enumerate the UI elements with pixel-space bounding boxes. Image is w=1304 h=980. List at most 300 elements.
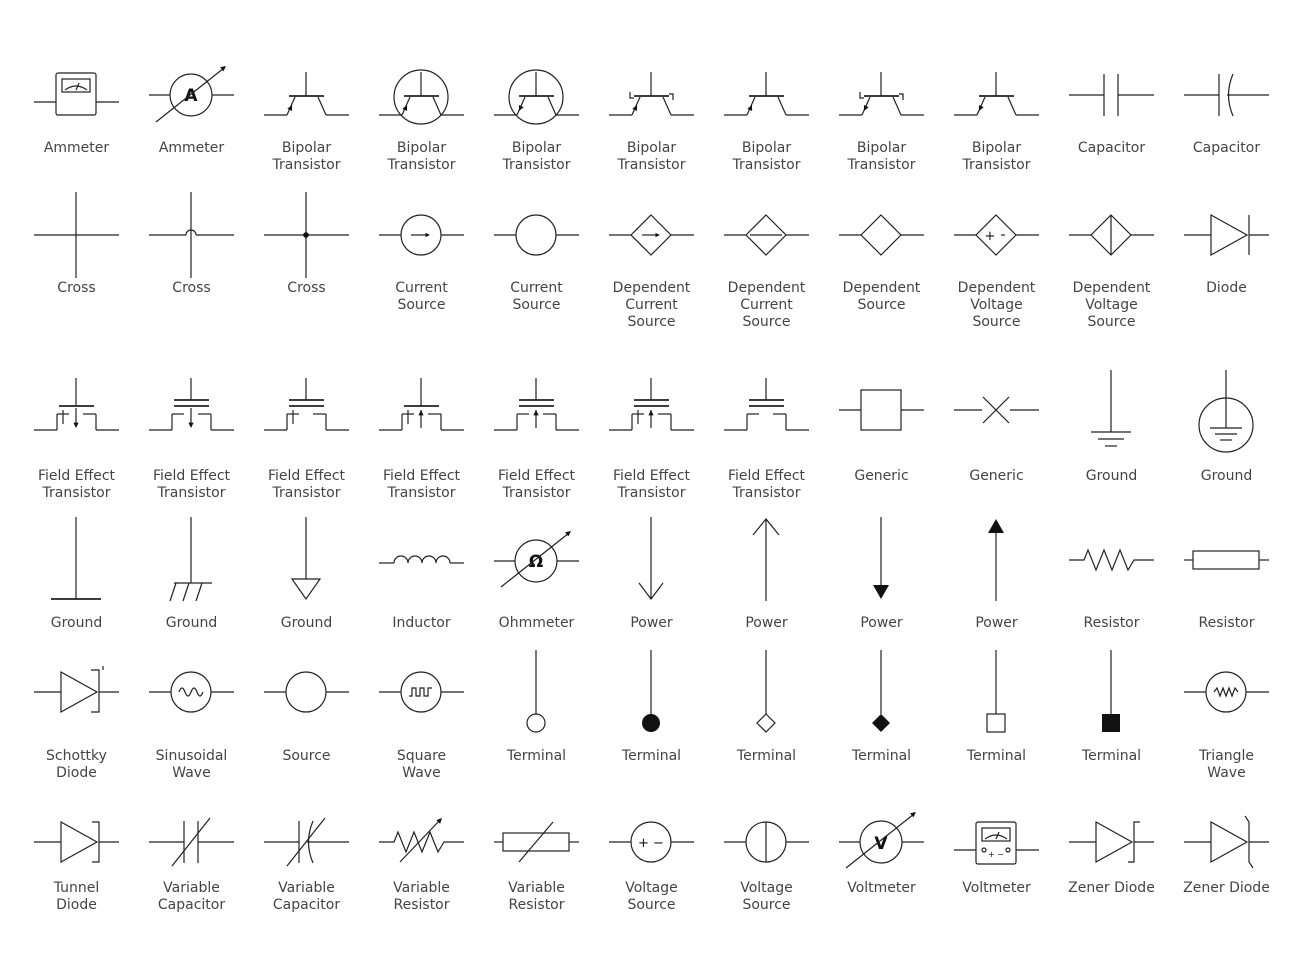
- symbol-label-line: Field Effect: [37, 468, 116, 484]
- symbol-label-line: Current: [510, 280, 563, 296]
- symbol-label-line: Bipolar: [741, 140, 792, 156]
- symbol-label-line: Variable: [278, 880, 335, 896]
- symbol-label-line: Cross: [172, 280, 211, 296]
- symbol-label-line: Source: [627, 897, 676, 913]
- dependent-current-source-icon: [709, 200, 824, 270]
- symbol-label-line: Square: [396, 748, 447, 764]
- inductor-icon: [364, 517, 479, 587]
- square-wave-icon: [364, 650, 479, 720]
- symbol-label-line: Field Effect: [497, 468, 576, 484]
- symbol-label: [249, 468, 364, 502]
- symbol-label-line: Current: [740, 297, 793, 313]
- symbol-label: [594, 468, 709, 502]
- cross-jump-icon: [134, 200, 249, 270]
- voltmeter-circle-icon: [824, 800, 939, 870]
- symbol-label: [364, 615, 479, 632]
- svg-text:+ −: + −: [988, 850, 1004, 859]
- symbol-label-line: Source: [972, 314, 1021, 330]
- terminal-diamond-filled-icon: [824, 650, 939, 720]
- symbol-label: [939, 748, 1054, 765]
- symbol-label: [249, 748, 364, 765]
- symbol-label: [709, 280, 824, 331]
- symbol-label-line: Variable: [393, 880, 450, 896]
- symbol-label: [594, 748, 709, 765]
- symbol-label: [824, 468, 939, 485]
- symbol-label: [594, 140, 709, 174]
- symbol-label-line: Capacitor: [272, 897, 341, 913]
- symbol-label: [249, 280, 364, 297]
- symbol-card: [1169, 517, 1284, 632]
- symbol-label: [1169, 280, 1284, 297]
- symbol-card: [249, 800, 364, 914]
- generic-x-icon: [939, 370, 1054, 440]
- symbol-label-line: Ohmmeter: [498, 615, 575, 631]
- terminal-square-open-icon: [939, 650, 1054, 720]
- symbol-card: [594, 650, 709, 765]
- symbol-card: [709, 200, 824, 331]
- symbol-label-line: Transistor: [387, 157, 456, 173]
- symbol-card: [479, 650, 594, 765]
- symbol-label-line: Transistor: [962, 157, 1031, 173]
- symbol-card: [939, 517, 1054, 632]
- symbol-label: [479, 468, 594, 502]
- symbol-label-line: Transistor: [272, 157, 341, 173]
- voltage-source-plus-minus-icon: [594, 800, 709, 870]
- capacitor-polarized-icon: [1169, 60, 1284, 130]
- svg-text:V: V: [874, 834, 888, 854]
- symbol-label-line: Ground: [1200, 468, 1253, 484]
- terminal-square-filled-icon: [1054, 650, 1169, 720]
- symbol-label-line: Resistor: [508, 897, 565, 913]
- symbol-label-line: Cross: [287, 280, 326, 296]
- symbol-label-line: Wave: [402, 765, 441, 781]
- ammeter-circle-icon: [134, 60, 249, 130]
- dependent-current-source-arrow-icon: [594, 200, 709, 270]
- symbol-card: [939, 200, 1054, 331]
- fet-p-channel-alt-icon: [479, 370, 594, 440]
- tunnel-diode-icon: [19, 800, 134, 870]
- symbol-card: [19, 60, 134, 157]
- bipolar-transistor-schottky-pnp-icon: [824, 60, 939, 130]
- symbol-label-line: Power: [630, 615, 673, 631]
- symbol-label-line: Bipolar: [511, 140, 562, 156]
- triangle-wave-icon: [1169, 650, 1284, 720]
- symbol-label: [479, 615, 594, 632]
- symbol-card: [134, 370, 249, 502]
- symbol-card: [1054, 800, 1169, 897]
- ammeter-meter-icon: [19, 60, 134, 130]
- symbol-label-line: Source: [742, 314, 791, 330]
- symbol-card: [939, 650, 1054, 765]
- bipolar-transistor-schottky-icon: [594, 60, 709, 130]
- symbol-label: [824, 748, 939, 765]
- schottky-diode-icon: [19, 650, 134, 720]
- symbol-label-line: Dependent: [842, 280, 921, 296]
- symbol-card: [364, 517, 479, 632]
- symbol-label: [1054, 140, 1169, 157]
- symbol-label: [709, 140, 824, 174]
- voltmeter-meter-icon: [939, 800, 1054, 870]
- symbol-card: [824, 370, 939, 485]
- symbol-label-line: Wave: [1207, 765, 1246, 781]
- symbol-label-line: Voltmeter: [847, 880, 916, 896]
- symbol-card: [939, 370, 1054, 485]
- terminal-diamond-open-icon: [709, 650, 824, 720]
- symbol-label-line: Dependent: [727, 280, 806, 296]
- symbol-label-line: Ground: [1085, 468, 1138, 484]
- symbol-label: [249, 615, 364, 632]
- symbol-label: [1169, 748, 1284, 782]
- symbol-label-line: Dependent: [612, 280, 691, 296]
- symbol-label: [19, 880, 134, 914]
- current-source-arrow-icon: [364, 200, 479, 270]
- symbol-label-line: Bipolar: [626, 140, 677, 156]
- symbol-label-line: Zener Diode: [1183, 880, 1270, 896]
- ground-icon: [1054, 370, 1169, 440]
- symbol-card: [19, 200, 134, 297]
- symbol-label-line: Generic: [854, 468, 909, 484]
- symbol-card: [824, 200, 939, 314]
- symbol-label: [479, 880, 594, 914]
- symbol-card: [824, 800, 939, 897]
- symbol-label-line: Field Effect: [727, 468, 806, 484]
- symbol-label-line: Resistor: [1083, 615, 1140, 631]
- symbol-card: [364, 200, 479, 314]
- symbol-label-line: Tunnel: [53, 880, 100, 896]
- symbol-label: [19, 280, 134, 297]
- symbol-label-line: Ammeter: [43, 140, 110, 156]
- symbol-label-line: Transistor: [732, 485, 801, 501]
- symbol-label-line: Transistor: [732, 157, 801, 173]
- fet-p-channel-icon: [364, 370, 479, 440]
- symbol-label: [1169, 615, 1284, 632]
- symbol-card: [19, 517, 134, 632]
- symbol-label-line: Transistor: [502, 485, 571, 501]
- symbol-label-line: Field Effect: [152, 468, 231, 484]
- symbol-card: [824, 517, 939, 632]
- symbol-label: [134, 748, 249, 782]
- symbol-label-line: Source: [627, 314, 676, 330]
- symbol-label: [364, 468, 479, 502]
- symbol-label: [939, 280, 1054, 331]
- terminal-circle-open-icon: [479, 650, 594, 720]
- symbol-card: [479, 800, 594, 914]
- symbol-label-line: Capacitor: [157, 897, 226, 913]
- symbol-label: [364, 880, 479, 914]
- symbol-label-line: Wave: [172, 765, 211, 781]
- symbol-label: [824, 280, 939, 314]
- symbol-card: [1169, 650, 1284, 782]
- symbol-label: [1054, 748, 1169, 765]
- fet-depletion-icon: [249, 370, 364, 440]
- symbol-label-line: Terminal: [851, 748, 912, 764]
- zener-diode-icon: [1054, 800, 1169, 870]
- symbol-label: [709, 615, 824, 632]
- svg-text:+: +: [984, 229, 996, 244]
- symbol-label: [939, 140, 1054, 174]
- symbol-label-line: Schottky: [46, 748, 107, 764]
- ground-chassis-icon: [134, 517, 249, 587]
- symbol-label-line: Cross: [57, 280, 96, 296]
- symbol-label: [824, 140, 939, 174]
- symbol-label: [19, 615, 134, 632]
- symbol-label-line: Diode: [56, 897, 97, 913]
- symbol-label-line: Transistor: [847, 157, 916, 173]
- symbol-card: [134, 800, 249, 914]
- symbol-label: [19, 468, 134, 502]
- sinusoidal-wave-icon: [134, 650, 249, 720]
- symbol-card: [594, 800, 709, 914]
- symbol-label-line: Source: [1087, 314, 1136, 330]
- symbol-card: [479, 370, 594, 502]
- symbol-card: [939, 800, 1054, 897]
- symbol-label-line: Terminal: [506, 748, 567, 764]
- symbol-label: [364, 140, 479, 174]
- symbol-label-line: Bipolar: [396, 140, 447, 156]
- fet-n-channel-alt-icon: [134, 370, 249, 440]
- symbol-label-line: Zener Diode: [1068, 880, 1155, 896]
- symbol-label-line: Voltmeter: [962, 880, 1031, 896]
- symbol-card: [594, 370, 709, 502]
- symbol-label-line: Variable: [508, 880, 565, 896]
- source-icon: [249, 650, 364, 720]
- symbol-label-line: Source: [397, 297, 446, 313]
- fet-n-channel-icon: [19, 370, 134, 440]
- symbol-label: [134, 468, 249, 502]
- zener-diode-alt-icon: [1169, 800, 1284, 870]
- cross-icon: [19, 200, 134, 270]
- symbol-card: [824, 650, 939, 765]
- symbol-label-line: Inductor: [392, 615, 451, 631]
- symbol-card: [364, 60, 479, 174]
- resistor-zigzag-icon: [1054, 517, 1169, 587]
- symbol-label-line: Sinusoidal: [155, 748, 228, 764]
- symbol-label: [249, 140, 364, 174]
- symbol-label: [1054, 880, 1169, 897]
- symbol-card: [709, 370, 824, 502]
- current-source-icon: [479, 200, 594, 270]
- symbol-card: [824, 60, 939, 174]
- symbol-card: [709, 650, 824, 765]
- symbol-label: [824, 880, 939, 897]
- symbol-card: [1054, 370, 1169, 485]
- symbol-card: [479, 60, 594, 174]
- symbol-card: [1054, 60, 1169, 157]
- symbol-label-line: Dependent: [957, 280, 1036, 296]
- symbol-label: [594, 615, 709, 632]
- bipolar-transistor-pnp-icon: [939, 60, 1054, 130]
- symbol-label-line: Source: [282, 748, 331, 764]
- symbol-card: [1169, 370, 1284, 485]
- symbol-label: [939, 880, 1054, 897]
- symbol-label: [134, 140, 249, 157]
- symbol-label-line: Power: [860, 615, 903, 631]
- symbol-card: [1169, 800, 1284, 897]
- symbol-label: [19, 140, 134, 157]
- symbol-label-line: Capacitor: [1192, 140, 1261, 156]
- symbol-label-line: Terminal: [1081, 748, 1142, 764]
- ground-bar-icon: [19, 517, 134, 587]
- symbol-label-line: Ground: [50, 615, 103, 631]
- resistor-box-icon: [1169, 517, 1284, 587]
- symbol-label-line: Ground: [280, 615, 333, 631]
- symbol-label: [249, 880, 364, 914]
- symbol-card: [594, 60, 709, 174]
- symbol-card: [19, 370, 134, 502]
- ground-triangle-icon: [249, 517, 364, 587]
- power-arrow-down-icon: [594, 517, 709, 587]
- symbol-card: [19, 800, 134, 914]
- symbol-label-line: Resistor: [1198, 615, 1255, 631]
- symbol-card: [134, 650, 249, 782]
- symbol-card: [19, 650, 134, 782]
- symbol-label-line: Triangle: [1199, 748, 1254, 764]
- symbol-label: [479, 280, 594, 314]
- symbol-card: [134, 200, 249, 297]
- fet-p-depletion-icon: [594, 370, 709, 440]
- symbol-label-line: Power: [975, 615, 1018, 631]
- symbol-label: [709, 748, 824, 765]
- symbol-card: [249, 200, 364, 297]
- dependent-voltage-source-icon: [1054, 200, 1169, 270]
- bipolar-transistor-plain-icon: [249, 60, 364, 130]
- symbol-label-line: Source: [857, 297, 906, 313]
- symbol-label: [1054, 615, 1169, 632]
- symbol-label-line: Voltage: [970, 297, 1023, 313]
- symbol-label-line: Current: [625, 297, 678, 313]
- svg-text:Ω: Ω: [528, 552, 544, 572]
- ground-earth-circle-icon: [1169, 370, 1284, 440]
- bipolar-transistor-npn-icon: [709, 60, 824, 130]
- diode-icon: [1169, 200, 1284, 270]
- symbol-label-line: Field Effect: [382, 468, 461, 484]
- symbol-label-line: Source: [512, 297, 561, 313]
- symbol-card: [1054, 650, 1169, 765]
- bipolar-transistor-circle-npn-icon: [364, 60, 479, 130]
- generic-square-icon: [824, 370, 939, 440]
- symbol-card: [364, 650, 479, 782]
- symbol-card: [1054, 200, 1169, 331]
- symbol-label: [1169, 140, 1284, 157]
- symbol-label: [364, 280, 479, 314]
- voltage-source-icon: [709, 800, 824, 870]
- ohmmeter-icon: [479, 517, 594, 587]
- symbol-label-line: Diode: [56, 765, 97, 781]
- symbol-label: [1169, 468, 1284, 485]
- terminal-circle-filled-icon: [594, 650, 709, 720]
- symbol-card: [249, 370, 364, 502]
- symbol-label: [939, 468, 1054, 485]
- symbol-card: [1169, 200, 1284, 297]
- symbol-card: [594, 200, 709, 331]
- cross-junction-icon: [249, 200, 364, 270]
- symbol-label-line: Terminal: [966, 748, 1027, 764]
- symbol-label-line: Ammeter: [158, 140, 225, 156]
- symbol-label-line: Generic: [969, 468, 1024, 484]
- symbol-label: [364, 748, 479, 782]
- symbol-label: [134, 280, 249, 297]
- symbol-label: [594, 280, 709, 331]
- symbol-card: [1169, 60, 1284, 157]
- symbol-card: [364, 800, 479, 914]
- symbol-card: [249, 60, 364, 174]
- symbol-label: [594, 880, 709, 914]
- symbol-label: [824, 615, 939, 632]
- symbol-card: [594, 517, 709, 632]
- capacitor-icon: [1054, 60, 1169, 130]
- symbol-label-line: Diode: [1206, 280, 1247, 296]
- svg-text:A: A: [184, 86, 198, 106]
- symbol-label-line: Transistor: [387, 485, 456, 501]
- symbol-label-line: Capacitor: [1077, 140, 1146, 156]
- symbol-label-line: Transistor: [157, 485, 226, 501]
- symbol-card: [709, 800, 824, 914]
- power-arrow-up-icon: [709, 517, 824, 587]
- symbol-label-line: Transistor: [617, 485, 686, 501]
- symbol-card: [1054, 517, 1169, 632]
- symbol-card: [939, 60, 1054, 174]
- symbol-label: [709, 468, 824, 502]
- symbol-label-line: Bipolar: [971, 140, 1022, 156]
- variable-capacitor-polarized-icon: [249, 800, 364, 870]
- symbol-card: [479, 200, 594, 314]
- symbol-label-line: Bipolar: [281, 140, 332, 156]
- symbol-card: [249, 650, 364, 765]
- symbol-label: [709, 880, 824, 914]
- symbol-label: [1054, 468, 1169, 485]
- power-triangle-up-icon: [939, 517, 1054, 587]
- symbol-label: [134, 615, 249, 632]
- variable-resistor-box-icon: [479, 800, 594, 870]
- symbol-label: [1169, 880, 1284, 897]
- symbol-card: [134, 517, 249, 632]
- dependent-voltage-source-plus-icon: [939, 200, 1054, 270]
- bipolar-transistor-circle-pnp-icon: [479, 60, 594, 130]
- symbol-label: [939, 615, 1054, 632]
- symbol-label-line: Transistor: [272, 485, 341, 501]
- symbol-label-line: Field Effect: [267, 468, 346, 484]
- symbol-label-line: Power: [745, 615, 788, 631]
- symbol-label: [479, 748, 594, 765]
- symbol-label-line: Voltage: [740, 880, 793, 896]
- fet-plain-icon: [709, 370, 824, 440]
- power-triangle-down-icon: [824, 517, 939, 587]
- symbol-card: [249, 517, 364, 632]
- symbol-card: [479, 517, 594, 632]
- symbol-card: [709, 60, 824, 174]
- symbol-label-line: Transistor: [502, 157, 571, 173]
- symbol-label-line: Dependent: [1072, 280, 1151, 296]
- symbol-label-line: Transistor: [42, 485, 111, 501]
- symbol-label-line: Source: [742, 897, 791, 913]
- symbol-label-line: Field Effect: [612, 468, 691, 484]
- symbol-label: [134, 880, 249, 914]
- symbol-label-line: Transistor: [617, 157, 686, 173]
- symbol-label-line: Resistor: [393, 897, 450, 913]
- variable-resistor-zigzag-icon: [364, 800, 479, 870]
- variable-capacitor-icon: [134, 800, 249, 870]
- symbol-label-line: Variable: [163, 880, 220, 896]
- symbol-label-line: Voltage: [1085, 297, 1138, 313]
- symbol-label: [19, 748, 134, 782]
- symbol-label-line: Current: [395, 280, 448, 296]
- symbol-label-line: Terminal: [621, 748, 682, 764]
- symbol-label-line: Ground: [165, 615, 218, 631]
- symbol-card: [364, 370, 479, 502]
- symbol-card: [709, 517, 824, 632]
- symbol-label-line: Voltage: [625, 880, 678, 896]
- symbol-label-line: Bipolar: [856, 140, 907, 156]
